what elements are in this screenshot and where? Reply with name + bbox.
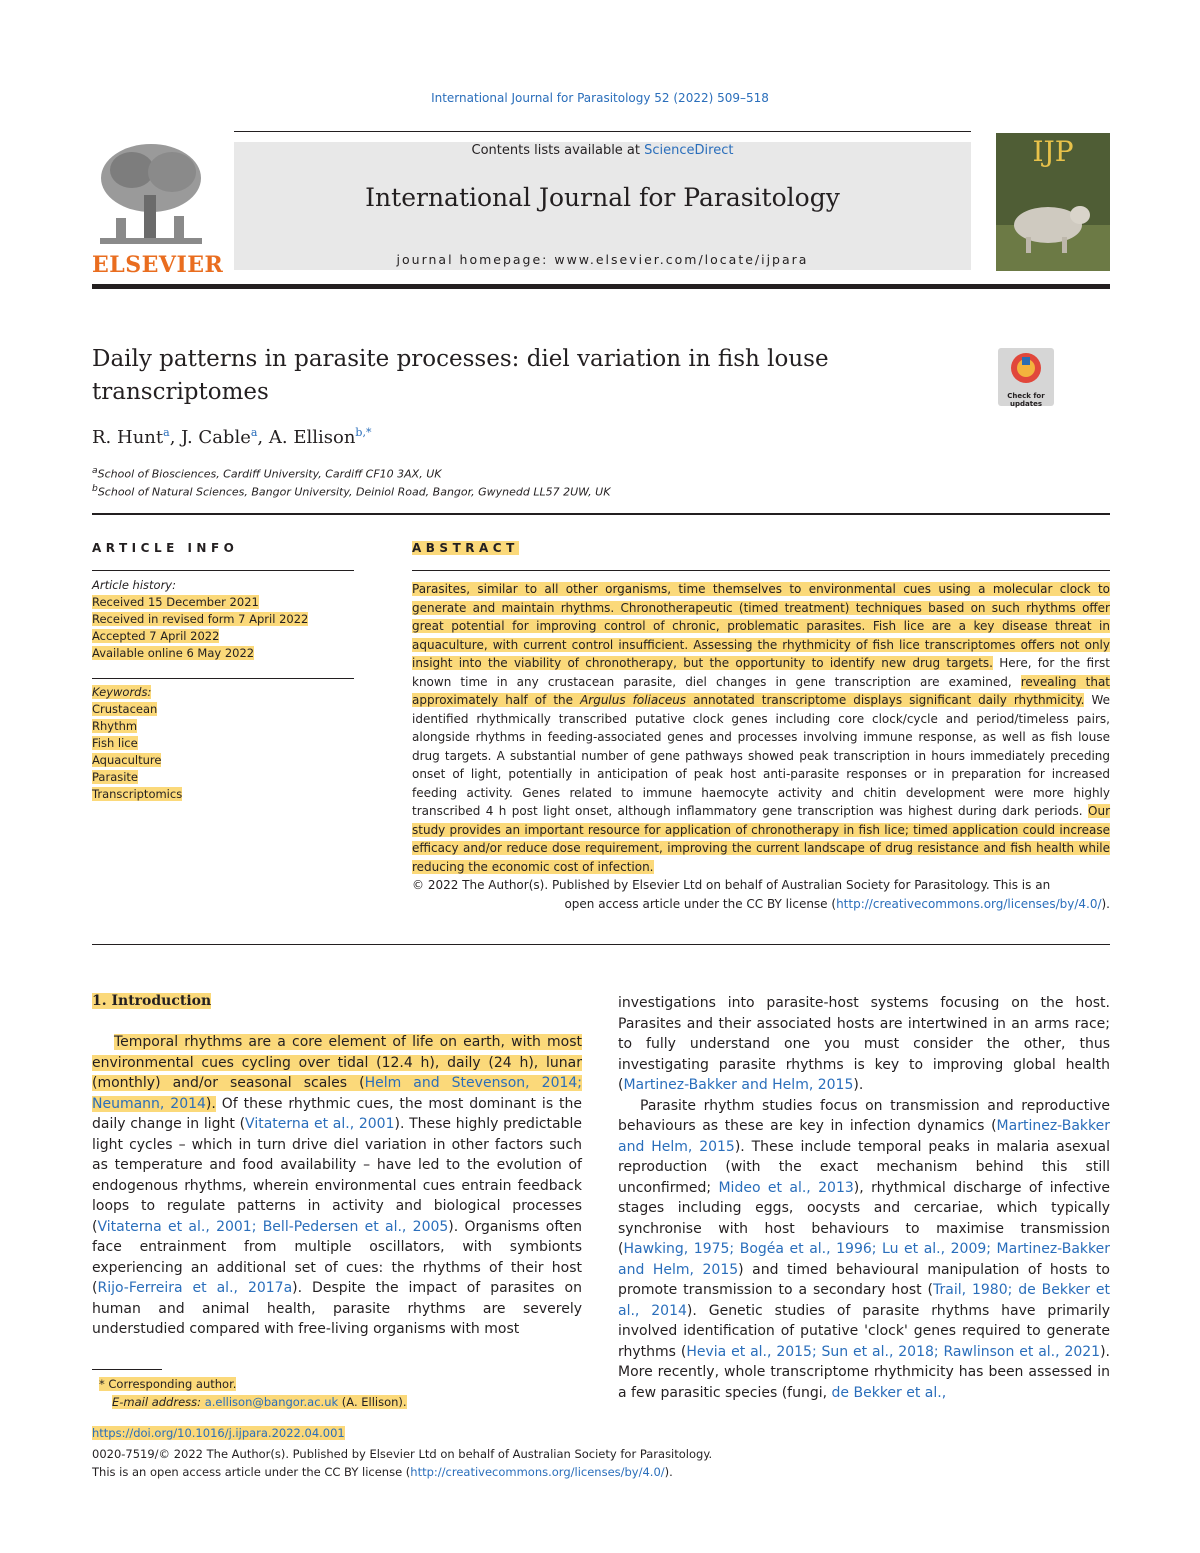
- citation-link[interactable]: Helm and Stevenson, 2014; Neumann, 2014: [92, 1075, 583, 1112]
- intro-sentence: ), rhythmical discharge of infective stages including eggs, oocysts and cercariae, which typically synchronise with host behaviours to maximise transmission (: [618, 1179, 1110, 1257]
- article-info-heading: ARTICLE INFO: [92, 541, 239, 555]
- author-affiliation-mark[interactable]: a: [163, 426, 170, 439]
- abstract-license: [412, 895, 1110, 914]
- abstract-copyright: © 2022 The Author(s). Published by Elsevier Ltd on behalf of Australian Society for Parasitology. This is an: [412, 878, 1051, 892]
- article-info-top-rule: [92, 513, 1110, 515]
- author-list: [92, 426, 371, 448]
- intro-sentence: ).: [205, 1095, 216, 1112]
- abstract-sentence: Our study provides an important resource for application of chronotherapy in fish lice; timed application could increase efficacy and/or reduce dose requirement, improving the current landscape of drug resistance and fish health while reducing the economic cost of infection.: [412, 804, 1110, 874]
- abstract-sentence: revealing that approximately half of the: [412, 674, 1111, 707]
- elsevier-wordmark: ELSEVIER: [92, 252, 224, 278]
- section-heading: [92, 993, 211, 1009]
- citation-link[interactable]: Vitaterna et al., 2001; Bell-Pedersen et al., 2005: [97, 1218, 449, 1235]
- journal-name: International Journal for Parasitology: [365, 183, 840, 212]
- intro-sentence: ). More recently, whole transcriptome rhythmicity has been assessed in a few parasitic species (fungi,: [618, 1343, 1110, 1401]
- abstract-sentence: Here, for the first known time in any crustacean parasite, diel changes in gene transcription are examined,: [412, 656, 1110, 689]
- author-name[interactable]: R. Hunt: [92, 427, 164, 448]
- abstract-sentence: We identified rhythmically transcribed putative clock genes including core clock/cycle and period/timeless pairs, alongside rhythms in feeding-associated genes and processes involving immune response, as well as fish louse drug targets. A substantial number of gene pathways showed peak transcription in hours immediately preceding onset of light, potentially in anticipation of peak host anti-parasite responses or in preparation for increased feeding activity. Genes related to immune haemocyte activity and chitin development were more highly transcribed 4 h post light onset, although inflammatory gene transcription was highest during dark periods.: [412, 693, 1110, 818]
- citation-link[interactable]: Martinez-Bakker and Helm, 2015: [618, 1118, 1110, 1155]
- intro-sentence: ). Organisms often face entrainment from multiple oscillators, with symbionts experiencing an additional set of cues: the rhythms of their host (: [92, 1218, 582, 1296]
- author-name[interactable]: A. Ellison: [268, 427, 356, 448]
- history-item: Accepted 7 April 2022: [92, 629, 220, 643]
- affiliation-text: School of Natural Sciences, Bangor University, Deiniol Road, Bangor, Gwynedd LL57 2UW, UK: [97, 485, 611, 499]
- issn-line: 0020-7519/© 2022 The Author(s). Published by Elsevier Ltd on behalf of Australian Society for Parasitology.: [92, 1447, 713, 1461]
- check-updates-label: Check for updates: [1007, 392, 1045, 408]
- email-suffix: (A. Ellison).: [338, 1395, 407, 1409]
- doi-line: [92, 1426, 345, 1440]
- keyword: Aquaculture: [92, 753, 162, 767]
- citation-link[interactable]: de Bekker et al.,: [831, 1384, 947, 1401]
- affiliation: [92, 483, 610, 499]
- intro-sentence: ). Despite the impact of parasites on human and animal health, parasite rhythms are severely understudied compared with free-living organisms with most: [92, 1280, 582, 1337]
- intro-sentence: ). Genetic studies of parasite rhythms have primarily involved identification of putative 'clock' genes required to generate rhythms (: [618, 1302, 1110, 1360]
- author-separator: ,: [257, 427, 264, 448]
- affiliation-label: a: [92, 465, 98, 476]
- author-separator: ,: [169, 427, 176, 448]
- sciencedirect-link[interactable]: ScienceDirect: [644, 143, 734, 158]
- author-affiliation-mark[interactable]: a: [250, 426, 258, 439]
- intro-sentence: ). These highly predictable light cycles – which in turn drive diel variation in other factors such as temperature and food availability – have led to the evolution of endogenous rhythms, wherein environmental cues entrain feedback loops to regulate patterns in activity and biological processes (: [92, 1116, 582, 1235]
- citation-link[interactable]: Hevia et al., 2015; Sun et al., 2018; Rawlinson et al., 2021: [686, 1343, 1101, 1360]
- intro-sentence: ). These include temporal peaks in malaria asexual reproduction (with the exact mechanism behind this still unconfirmed;: [618, 1138, 1110, 1196]
- license-suffix: ).: [664, 1465, 673, 1479]
- corresponding-label: * Corresponding author.: [99, 1377, 237, 1391]
- article-history: [92, 577, 354, 662]
- affiliation: [92, 465, 441, 481]
- check-updates-icon: [998, 348, 1054, 388]
- email-label: E-mail address:: [112, 1395, 202, 1409]
- doi-link[interactable]: https://doi.org/10.1016/j.ijpara.2022.04.001: [92, 1426, 345, 1440]
- paragraph: [618, 993, 1110, 1096]
- corresponding-author-note: [99, 1377, 236, 1391]
- contents-line: [234, 143, 971, 158]
- bottom-license-line: [92, 1465, 673, 1479]
- citation-link[interactable]: Mideo et al., 2013: [718, 1179, 854, 1196]
- license-suffix: ).: [1101, 896, 1110, 911]
- citation-link[interactable]: Hawking, 1975; Bogéa et al., 1996; Lu et al., 2009; Martinez-Bakker and Helm, 2015: [618, 1241, 1110, 1278]
- intro-sentence: Temporal rhythms are a core element of life on earth, with most environmental cues cycling over tidal (12.4 h), daily (24 h), lunar (monthly) and/or seasonal scales (: [92, 1034, 582, 1091]
- history-label: Article history:: [92, 578, 176, 592]
- masthead-bottom-rule: [92, 284, 1110, 289]
- section-heading-text: 1. Introduction: [92, 993, 212, 1009]
- check-for-updates-button[interactable]: [998, 348, 1054, 406]
- citation-link[interactable]: Martinez-Bakker and Helm, 2015: [623, 1077, 854, 1093]
- intro-sentence: Parasite rhythm studies focus on transmission and reproductive behaviours as these are key in infection dynamics (: [618, 1097, 1110, 1134]
- abstract-heading: [412, 541, 519, 555]
- author-affiliation-mark[interactable]: b,*: [355, 426, 372, 439]
- article-info-rule: [92, 570, 354, 571]
- intro-sentence: Of these rhythmic cues, the most dominant is the daily change in light (: [92, 1095, 583, 1132]
- keyword: Transcriptomics: [92, 787, 183, 801]
- intro-sentence: ).: [853, 1077, 864, 1093]
- keyword: Fish lice: [92, 736, 138, 750]
- license-prefix: This is an open access article under the CC BY license (: [92, 1465, 411, 1479]
- paragraph: [618, 1096, 1110, 1404]
- elsevier-tree-icon: [92, 140, 210, 252]
- citation-link[interactable]: Vitaterna et al., 2001: [245, 1116, 395, 1132]
- running-header[interactable]: International Journal for Parasitology 52 (2022) 509–518: [431, 91, 769, 105]
- masthead-top-rule: [234, 131, 971, 132]
- history-item: Received in revised form 7 April 2022: [92, 612, 309, 626]
- intro-sentence: investigations into parasite-host systems focusing on the host. Parasites and their associated hosts are intertwined in an arms race; to fully understand one you must consider the other, thus investigating parasite rhythms is key to improving global health (: [618, 995, 1110, 1093]
- intro-sentence: ) and timed behavioural manipulation of hosts to promote transmission to a secondary host (: [618, 1261, 1110, 1298]
- email-row: [112, 1395, 407, 1409]
- abstract-sentence: annotated transcriptome displays significant daily rhythmicity.: [686, 693, 1085, 707]
- citation-link[interactable]: Trail, 1980; de Bekker et al., 2014: [618, 1282, 1110, 1319]
- cover-title: IJP: [1032, 135, 1074, 168]
- species-name: Argulus foliaceus: [580, 693, 687, 707]
- license-link[interactable]: http://creativecommons.org/licenses/by/4.0/: [836, 896, 1102, 911]
- intro-right-column: [618, 993, 1110, 1403]
- abstract-bottom-rule: [92, 944, 1110, 945]
- license-link[interactable]: http://creativecommons.org/licenses/by/4.0/: [410, 1465, 665, 1479]
- license-prefix: open access article under the CC BY license (: [564, 896, 837, 911]
- article-title: Daily patterns in parasite processes: diel variation in fish louse transcriptomes: [92, 346, 829, 405]
- keywords-label: Keywords:: [92, 685, 152, 699]
- abstract-text: [412, 580, 1110, 913]
- keywords-rule: [92, 678, 354, 679]
- keywords: [92, 684, 354, 803]
- abstract-sentence: Parasites, similar to all other organisms, time themselves to environmental cues using a molecular clock to generate and maintain rhythms. Chronotherapeutic (timed treatment) techniques based on such rhythms offer great potential for improving control of chronic, problematic parasites. Fish lice are a key disease threat in aquaculture, with current control insufficient. Assessing the rhythmicity of fish lice transcriptomes offers not only insight into the viability of chronotherapy, but the opportunity to identify new drug targets.: [412, 582, 1110, 670]
- elsevier-logo[interactable]: [92, 140, 210, 252]
- email-note: [112, 1395, 407, 1409]
- history-item: Available online 6 May 2022: [92, 646, 255, 660]
- keyword: Rhythm: [92, 719, 138, 733]
- abstract-heading-text: ABSTRACT: [412, 541, 519, 555]
- history-item: Received 15 December 2021: [92, 595, 259, 609]
- affiliation-text: School of Biosciences, Cardiff University, Cardiff CF10 3AX, UK: [97, 467, 442, 481]
- citation-link[interactable]: Rijo-Ferreira et al., 2017a: [97, 1280, 293, 1296]
- affiliation-label: b: [92, 483, 98, 494]
- keyword: Parasite: [92, 770, 139, 784]
- footnote-rule: [92, 1369, 162, 1370]
- contents-prefix: Contents lists available at: [471, 143, 640, 158]
- email-link[interactable]: a.ellison@bangor.ac.uk: [204, 1395, 339, 1409]
- abstract-rule: [412, 570, 1110, 571]
- journal-homepage[interactable]: journal homepage: www.elsevier.com/locate/ijpara: [396, 252, 809, 267]
- intro-left-column: [92, 1032, 582, 1340]
- keyword: Crustacean: [92, 702, 158, 716]
- author-name[interactable]: J. Cable: [181, 427, 251, 448]
